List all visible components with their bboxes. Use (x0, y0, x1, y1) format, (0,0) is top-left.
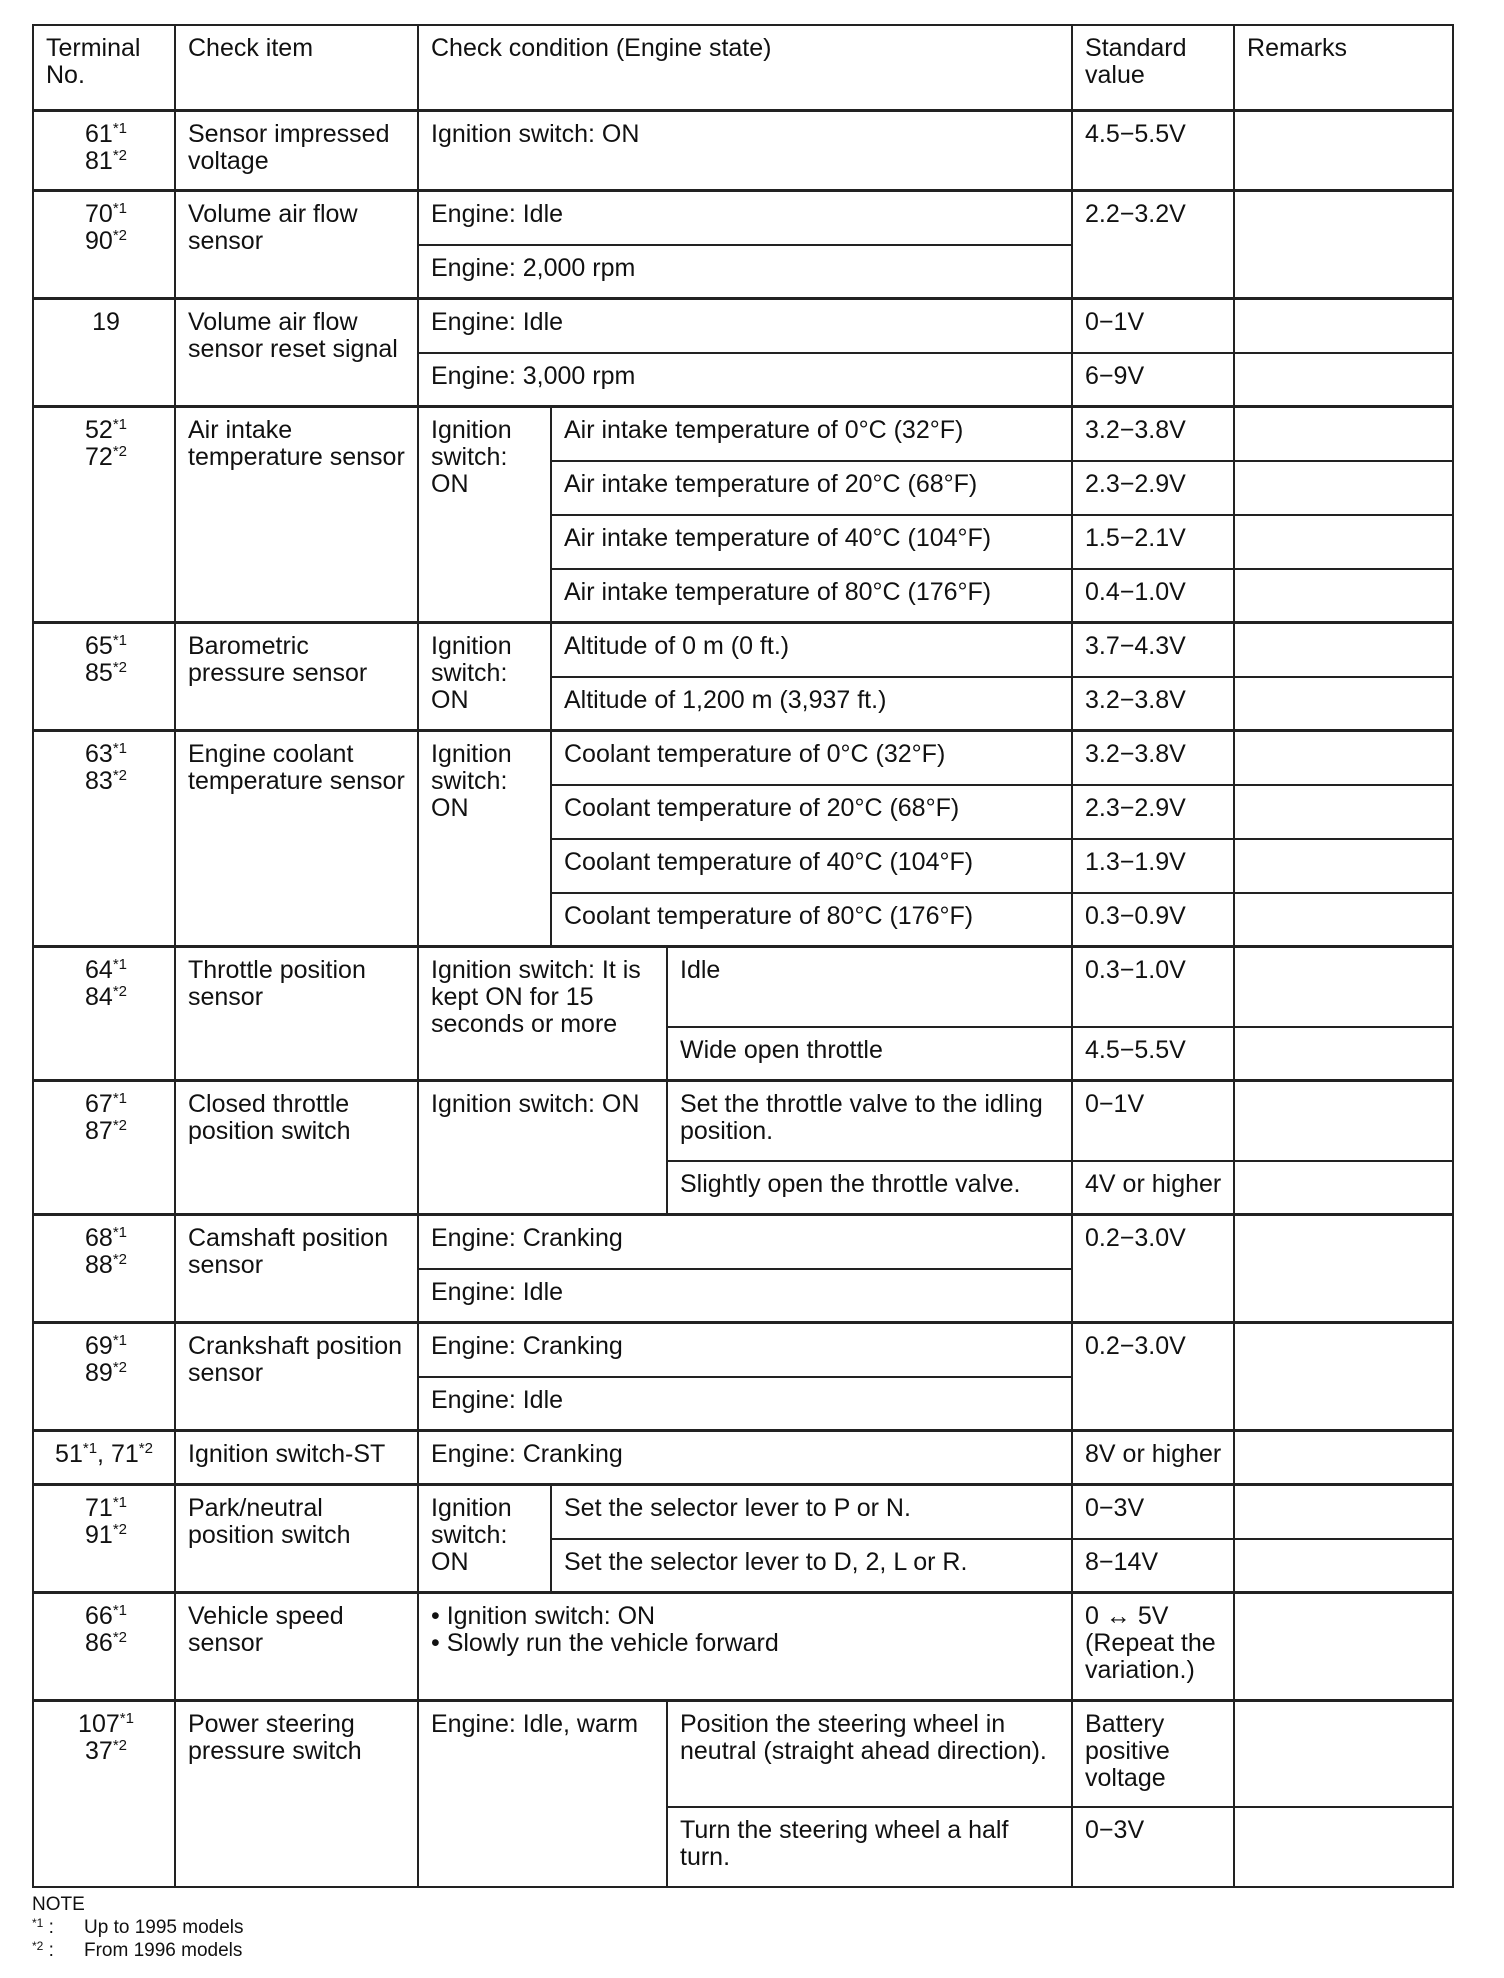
condition-cell: Engine: 2,000 rpm (418, 245, 1072, 299)
remarks-cell (1234, 1027, 1453, 1081)
note-marker: $^{*1}$ : (32, 1916, 54, 1938)
remarks-cell (1234, 1539, 1453, 1593)
value-cell: Battery positive voltage (1072, 1701, 1234, 1807)
terminal-cell: 66$^{*1}$ 86$^{*2}$ (33, 1593, 175, 1701)
value-cell: 0−3V (1072, 1485, 1234, 1539)
value-cell: 0.4−1.0V (1072, 569, 1234, 623)
note-text: From 1996 models (84, 1940, 243, 1961)
table-row (33, 947, 1453, 1027)
terminal-cell: 19 (33, 299, 175, 407)
remarks-cell (1234, 731, 1453, 785)
value-cell: 2.3−2.9V (1072, 785, 1234, 839)
value-cell: 0−1V (1072, 1081, 1234, 1161)
remarks-cell (1234, 785, 1453, 839)
sub-condition-cell: Coolant temperature of 0°C (32°F) (551, 731, 1072, 785)
inspection-sheet (32, 24, 1452, 1884)
remarks-cell (1234, 299, 1453, 353)
sub-condition-cell: Coolant temperature of 20°C (68°F) (551, 785, 1072, 839)
value-cell: 0.2−3.0V (1072, 1215, 1234, 1323)
condition-cell: Ignition switch: ON (418, 1485, 551, 1593)
remarks-cell (1234, 461, 1453, 515)
condition-cell: Engine: Idle (418, 1269, 1072, 1323)
remarks-cell (1234, 1593, 1453, 1701)
check-item-cell: Volume air flow sensor reset signal (175, 299, 418, 407)
condition-cell: Engine: Cranking (418, 1323, 1072, 1377)
value-cell: 8V or higher (1072, 1431, 1234, 1485)
remarks-cell (1234, 1215, 1453, 1323)
check-item-cell: Sensor impressed voltage (175, 111, 418, 191)
table-header-row (33, 25, 1453, 111)
condition-cell: Engine: 3,000 rpm (418, 353, 1072, 407)
sub-condition-cell: Air intake temperature of 0°C (32°F) (551, 407, 1072, 461)
value-cell: 1.3−1.9V (1072, 839, 1234, 893)
value-cell: 4V or higher (1072, 1161, 1234, 1215)
value-cell: 6−9V (1072, 353, 1234, 407)
terminal-cell: 65$^{*1}$ 85$^{*2}$ (33, 623, 175, 731)
value-cell: 0−1V (1072, 299, 1234, 353)
value-cell: 1.5−2.1V (1072, 515, 1234, 569)
value-cell: 4.5−5.5V (1072, 1027, 1234, 1081)
sub-condition-cell: Coolant temperature of 80°C (176°F) (551, 893, 1072, 947)
table-row (33, 1215, 1453, 1269)
table-row (33, 1431, 1453, 1485)
table-row (33, 299, 1453, 353)
note-title: NOTE (32, 1894, 85, 1915)
remarks-cell (1234, 1323, 1453, 1431)
value-cell: 3.7−4.3V (1072, 623, 1234, 677)
sub-condition-cell: Wide open throttle (667, 1027, 1072, 1081)
sub-condition-cell: Altitude of 0 m (0 ft.) (551, 623, 1072, 677)
terminal-cell: 63$^{*1}$ 83$^{*2}$ (33, 731, 175, 947)
table-row (33, 111, 1453, 191)
remarks-cell (1234, 191, 1453, 299)
value-cell: 0.3−1.0V (1072, 947, 1234, 1027)
sub-condition-cell: Altitude of 1,200 m (3,937 ft.) (551, 677, 1072, 731)
note-line (32, 1939, 244, 1962)
check-item-cell: Barometric pressure sensor (175, 623, 418, 731)
value-cell: 3.2−3.8V (1072, 407, 1234, 461)
table-row (33, 1485, 1453, 1539)
condition-cell: Ignition switch: ON (418, 111, 1072, 191)
remarks-cell (1234, 1081, 1453, 1161)
terminal-cell: 61$^{*1}$ 81$^{*2}$ (33, 111, 175, 191)
sub-condition-cell: Air intake temperature of 20°C (68°F) (551, 461, 1072, 515)
header-check-condition: Check condition (Engine state) (418, 25, 1072, 111)
terminal-cell: 107$^{*1}$ 37$^{*2}$ (33, 1701, 175, 1887)
remarks-cell (1234, 1701, 1453, 1807)
terminal-cell: 70$^{*1}$ 90$^{*2}$ (33, 191, 175, 299)
remarks-cell (1234, 1485, 1453, 1539)
value-cell: 4.5−5.5V (1072, 111, 1234, 191)
terminal-cell: 71$^{*1}$ 91$^{*2}$ (33, 1485, 175, 1593)
footnotes (32, 1893, 244, 1962)
terminal-cell: 52$^{*1}$ 72$^{*2}$ (33, 407, 175, 623)
table-row (33, 1593, 1453, 1701)
table-row (33, 731, 1453, 785)
terminal-cell: 68$^{*1}$ 88$^{*2}$ (33, 1215, 175, 1323)
remarks-cell (1234, 515, 1453, 569)
value-cell: 3.2−3.8V (1072, 731, 1234, 785)
check-item-cell: Camshaft position sensor (175, 1215, 418, 1323)
check-item-cell: Throttle position sensor (175, 947, 418, 1081)
sub-condition-cell: Set the throttle valve to the idling position. (667, 1081, 1072, 1161)
check-item-cell: Park/neutral position switch (175, 1485, 418, 1593)
terminal-cell: 64$^{*1}$ 84$^{*2}$ (33, 947, 175, 1081)
check-item-cell: Power steering pressure switch (175, 1701, 418, 1887)
table-row (33, 1323, 1453, 1377)
sub-condition-cell: Set the selector lever to D, 2, L or R. (551, 1539, 1072, 1593)
remarks-cell (1234, 947, 1453, 1027)
condition-cell: Engine: Idle (418, 299, 1072, 353)
note-line (32, 1916, 244, 1939)
bullet-line: • Slowly run the vehicle forward (431, 1629, 779, 1657)
check-item-cell: Vehicle speed sensor (175, 1593, 418, 1701)
condition-cell: Engine: Idle (418, 1377, 1072, 1431)
remarks-cell (1234, 1161, 1453, 1215)
table-row (33, 1701, 1453, 1807)
condition-cell: Ignition switch: ON (418, 731, 551, 947)
table-row (33, 1081, 1453, 1161)
table-row (33, 623, 1453, 677)
sub-condition-cell: Turn the steering wheel a half turn. (667, 1807, 1072, 1887)
sub-condition-cell: Slightly open the throttle valve. (667, 1161, 1072, 1215)
check-item-cell: Crankshaft position sensor (175, 1323, 418, 1431)
bullet-line: • Ignition switch: ON (431, 1602, 656, 1630)
remarks-cell (1234, 1807, 1453, 1887)
value-cell: 0.3−0.9V (1072, 893, 1234, 947)
check-item-cell: Volume air flow sensor (175, 191, 418, 299)
note-marker: $^{*2}$ : (32, 1939, 54, 1961)
header-standard-value: Standard value (1072, 25, 1234, 111)
remarks-cell (1234, 839, 1453, 893)
note-text: Up to 1995 models (84, 1917, 244, 1938)
remarks-cell (1234, 623, 1453, 677)
terminal-check-table (32, 24, 1454, 1888)
value-cell: 0−3V (1072, 1807, 1234, 1887)
check-item-cell: Air intake temperature sensor (175, 407, 418, 623)
condition-cell: Engine: Cranking (418, 1215, 1072, 1269)
terminal-cell: 51$^{*1}$, 71$^{*2}$ (33, 1431, 175, 1485)
sub-condition-cell: Air intake temperature of 40°C (104°F) (551, 515, 1072, 569)
condition-cell: Ignition switch: ON (418, 1081, 667, 1215)
table-row (33, 191, 1453, 245)
header-terminal: Terminal No. (33, 25, 175, 111)
remarks-cell (1234, 407, 1453, 461)
sub-condition-cell: Coolant temperature of 40°C (104°F) (551, 839, 1072, 893)
table-row (33, 407, 1453, 461)
value-cell: 3.2−3.8V (1072, 677, 1234, 731)
sub-condition-cell: Set the selector lever to P or N. (551, 1485, 1072, 1539)
value-cell: 0 ↔ 5V (Repeat the variation.) (1072, 1593, 1234, 1701)
remarks-cell (1234, 111, 1453, 191)
sub-condition-cell: Idle (667, 947, 1072, 1027)
check-item-cell: Ignition switch-ST (175, 1431, 418, 1485)
terminal-cell: 67$^{*1}$ 87$^{*2}$ (33, 1081, 175, 1215)
check-item-cell: Closed throttle position switch (175, 1081, 418, 1215)
value-cell: 8−14V (1072, 1539, 1234, 1593)
condition-cell: Engine: Idle, warm (418, 1701, 667, 1887)
terminal-cell: 69$^{*1}$ 89$^{*2}$ (33, 1323, 175, 1431)
remarks-cell (1234, 353, 1453, 407)
value-cell: 0.2−3.0V (1072, 1323, 1234, 1431)
value-cell: 2.2−3.2V (1072, 191, 1234, 299)
sub-condition-cell: Position the steering wheel in neutral (straight ahead direction). (667, 1701, 1072, 1807)
condition-cell: Engine: Cranking (418, 1431, 1072, 1485)
header-remarks: Remarks (1234, 25, 1453, 111)
condition-cell: Ignition switch: It is kept ON for 15 seconds or more (418, 947, 667, 1081)
condition-cell (418, 1593, 1072, 1701)
remarks-cell (1234, 893, 1453, 947)
condition-cell: Engine: Idle (418, 191, 1072, 245)
condition-cell: Ignition switch: ON (418, 623, 551, 731)
remarks-cell (1234, 1431, 1453, 1485)
header-check-item: Check item (175, 25, 418, 111)
check-item-cell: Engine coolant temperature sensor (175, 731, 418, 947)
value-cell: 2.3−2.9V (1072, 461, 1234, 515)
remarks-cell (1234, 677, 1453, 731)
sub-condition-cell: Air intake temperature of 80°C (176°F) (551, 569, 1072, 623)
condition-cell: Ignition switch: ON (418, 407, 551, 623)
remarks-cell (1234, 569, 1453, 623)
